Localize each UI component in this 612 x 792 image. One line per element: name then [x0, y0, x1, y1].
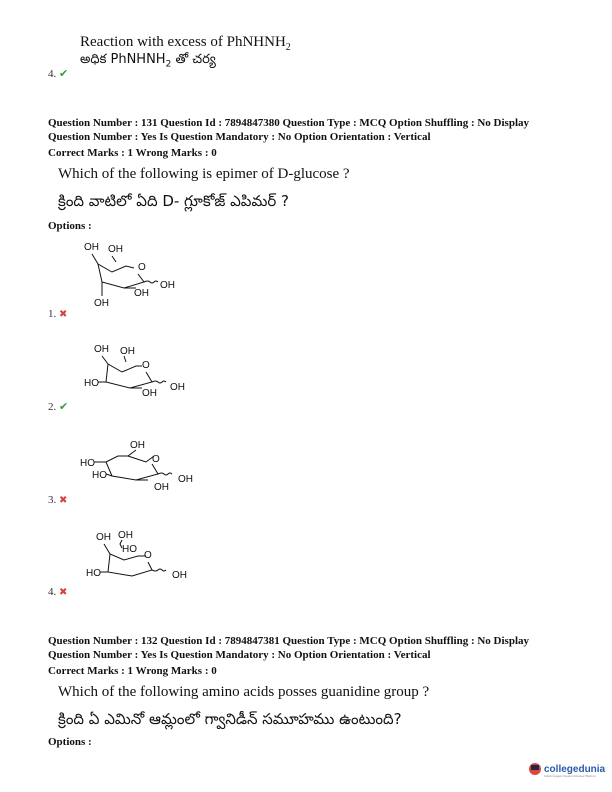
wrong-cross-icon: ✖ — [59, 309, 68, 320]
q132-question-en: Which of the following amino acids posses guanidine group ? — [58, 684, 430, 700]
option-3-number: 3. ✖ — [48, 494, 68, 506]
struct-label: OH — [170, 382, 185, 393]
struct-label: OH — [172, 570, 187, 581]
logo-text: collegedunia — [544, 764, 606, 775]
correct-check-icon: ✔ — [59, 68, 69, 80]
q132-question-te: క్రింది ఏ ఎమినో ఆమ్లంలో గ్వానిడీన్ సమూహము ఉంటుంది? — [58, 710, 402, 728]
wrong-cross-icon: ✖ — [59, 495, 68, 506]
struct-label: O — [144, 550, 152, 561]
struct-label: OH — [142, 388, 157, 399]
struct-label: OH — [130, 440, 145, 451]
struct-label: OH — [96, 532, 111, 543]
prev-option-telugu: అధిక PhNHNH$_2$ తో చర్య — [80, 52, 216, 70]
option-1-number: 1. ✖ — [48, 308, 68, 320]
struct-label: HO — [80, 458, 95, 469]
option-3-structure — [76, 434, 200, 496]
option-4-structure — [76, 526, 196, 586]
struct-label: OH — [160, 280, 175, 291]
correct-check-icon: ✔ — [59, 401, 69, 413]
struct-label: OH — [84, 242, 99, 253]
struct-label: OH — [108, 244, 123, 255]
struct-label: HO — [84, 378, 99, 389]
q131-meta: Question Number : 131 Question Id : 7894847380 Question Type : MCQ Option Shuffling : No Display Question Number : Yes Is Question Mandatory : No Option Orientation : Vertical Correct Marks : 1 Wrong Marks : 0 — [48, 117, 530, 159]
q131-question-en: Which of the following is epimer of D-glucose ? — [58, 166, 350, 182]
struct-label: OH — [120, 346, 135, 357]
struct-label: O — [152, 454, 160, 465]
q131-question-te: క్రింది వాటిలో ఏది D- గ్లూకోజ్ ఎపిమర్ ? — [58, 192, 289, 210]
logo-tagline: India's largest Student Review Platform — [544, 774, 597, 778]
struct-label: OH — [94, 298, 109, 309]
struct-label: HO — [86, 568, 101, 579]
struct-label: O — [138, 262, 146, 273]
q131-options-label: Options : — [48, 220, 92, 232]
q132-meta: Question Number : 132 Question Id : 7894847381 Question Type : MCQ Option Shuffling : No Display Question Number : Yes Is Question Mandatory : No Option Orientation : Vertical Correct Marks : 1 Wrong Marks : 0 — [48, 635, 530, 677]
option-2-number: 2. ✔ — [48, 401, 69, 413]
prev-option-text: Reaction with excess of PhNHNH$_2$ — [80, 34, 291, 53]
struct-label: OH — [178, 474, 193, 485]
wrong-cross-icon: ✖ — [59, 587, 68, 598]
struct-label: OH — [118, 530, 133, 541]
struct-label: OH — [154, 482, 169, 493]
option-1-structure — [76, 238, 186, 314]
struct-label: HO — [92, 470, 107, 481]
prev-option-number: 4. ✔ — [48, 68, 69, 80]
struct-label: O — [142, 360, 150, 371]
collegedunia-logo — [528, 760, 612, 782]
struct-label: OH — [94, 344, 109, 355]
option-4-number: 4. ✖ — [48, 586, 68, 598]
struct-label: OH — [134, 288, 149, 299]
struct-label: HO — [122, 544, 137, 555]
q132-options-label: Options : — [48, 736, 92, 748]
option-2-structure — [76, 338, 196, 404]
